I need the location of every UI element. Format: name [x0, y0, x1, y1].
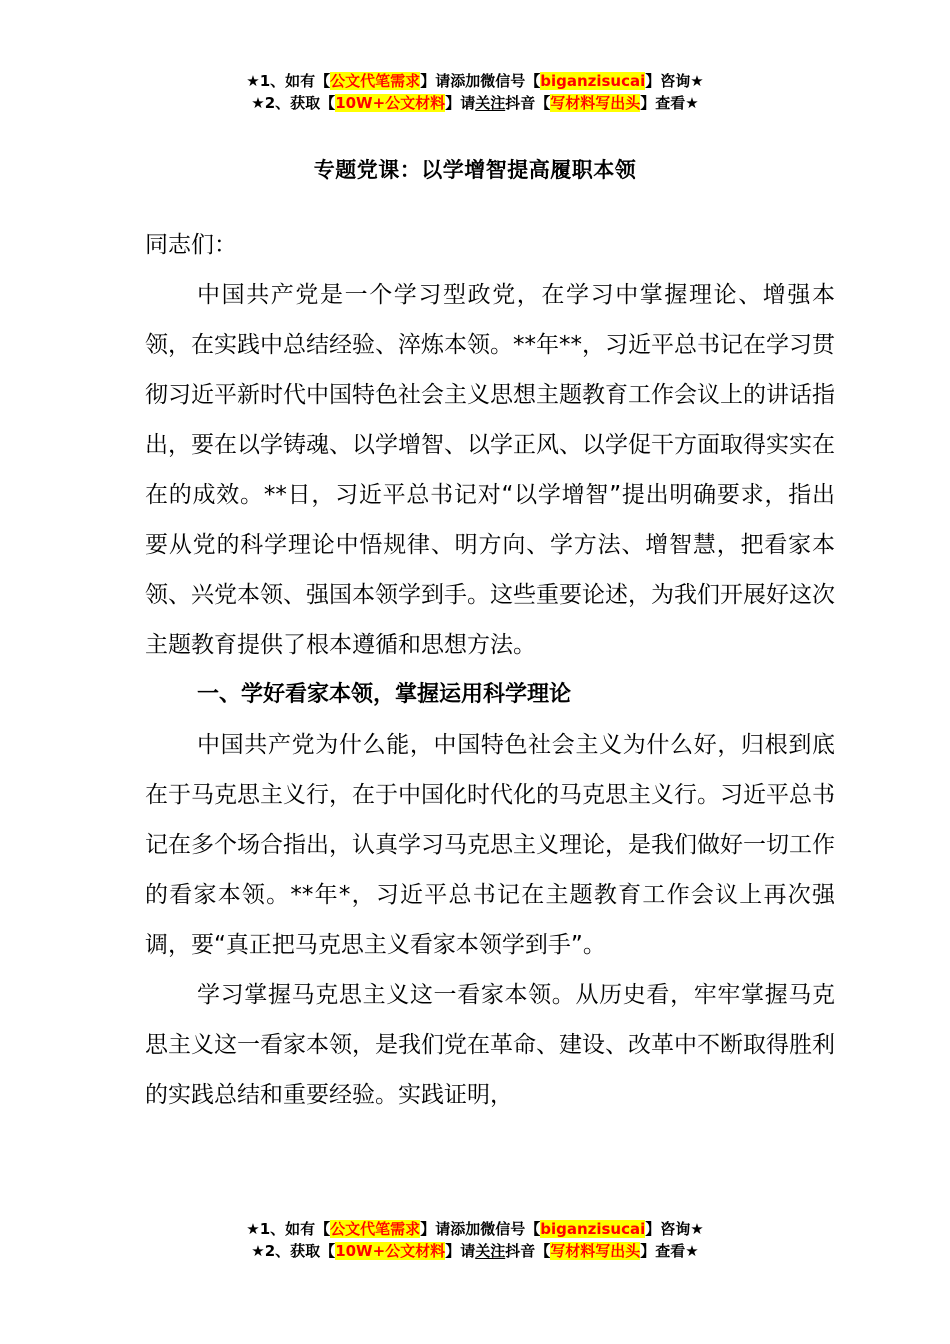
banner-text: 】请添加微信号【: [420, 72, 541, 90]
highlight-text: 10W+公文材料: [335, 94, 446, 112]
banner-text: 】查看★: [640, 94, 699, 112]
banner-text: ★1、如有【: [246, 72, 331, 90]
banner-line-2: [0, 1240, 950, 1262]
wechat-id-highlight: biganzisucai: [540, 1220, 646, 1238]
document-body: [145, 220, 835, 1120]
salutation: 同志们：: [145, 232, 237, 258]
douyin-account-highlight: 写材料写出头: [550, 94, 641, 112]
underlined-text: 关注: [475, 94, 506, 112]
douyin-account-highlight: 写材料写出头: [550, 1242, 641, 1260]
underlined-text: 关注: [475, 1242, 506, 1260]
banner-text: 】请添加微信号【: [420, 1220, 541, 1238]
banner-text: 】咨询★: [645, 1220, 704, 1238]
highlight-text: 公文代笔需求: [330, 1220, 421, 1238]
banner-text: 抖音【: [505, 1242, 551, 1260]
banner-line-2: [0, 92, 950, 114]
highlight-text: 公文代笔需求: [330, 72, 421, 90]
highlight-text: 10W+公文材料: [335, 1242, 446, 1260]
banner-text: ★2、获取【: [251, 94, 336, 112]
banner-text: ★1、如有【: [246, 1220, 331, 1238]
banner-line-1: [0, 1218, 950, 1240]
top-banner: [0, 70, 950, 114]
banner-text: 】请: [445, 94, 476, 112]
banner-line-1: [0, 70, 950, 92]
wechat-id-highlight: biganzisucai: [540, 72, 646, 90]
banner-text: 】请: [445, 1242, 476, 1260]
document-title: 专题党课：以学增智提高履职本领: [313, 158, 637, 182]
paragraph: 中国共产党为什么能，中国特色社会主义为什么好，归根到底在于马克思主义行，在于中国化时代化的马克思主义行。习近平总书记在多个场合指出，认真学习马克思主义理论，是我们做好一切工作的看家本领。**年*，习近平总书记在主题教育工作会议上再次强调，要“真正把马克思主义看家本领学到手”。: [145, 732, 835, 958]
banner-text: 抖音【: [505, 94, 551, 112]
banner-text: 】查看★: [640, 1242, 699, 1260]
paragraph: 中国共产党是一个学习型政党，在学习中掌握理论、增强本领，在实践中总结经验、淬炼本领。**年**，习近平总书记在学习贯彻习近平新时代中国特色社会主义思想主题教育工作会议上的讲话指出，要在以学铸魂、以学增智、以学正风、以学促干方面取得实实在在的成效。**日，习近平总书记对“以学增智”提出明确要求，指出要从党的科学理论中悟规律、明方向、学方法、增智慧，把看家本领、兴党本领、强国本领学到手。这些重要论述，为我们开展好这次主题教育提供了根本遵循和思想方法。: [145, 282, 835, 658]
bottom-banner: [0, 1218, 950, 1262]
section-heading: 一、学好看家本领，掌握运用科学理论: [197, 682, 572, 707]
paragraph: 学习掌握马克思主义这一看家本领。从历史看，牢牢掌握马克思主义这一看家本领，是我们党在革命、建设、改革中不断取得胜利的实践总结和重要经验。实践证明，: [145, 982, 835, 1108]
banner-text: 】咨询★: [645, 72, 704, 90]
banner-text: ★2、获取【: [251, 1242, 336, 1260]
